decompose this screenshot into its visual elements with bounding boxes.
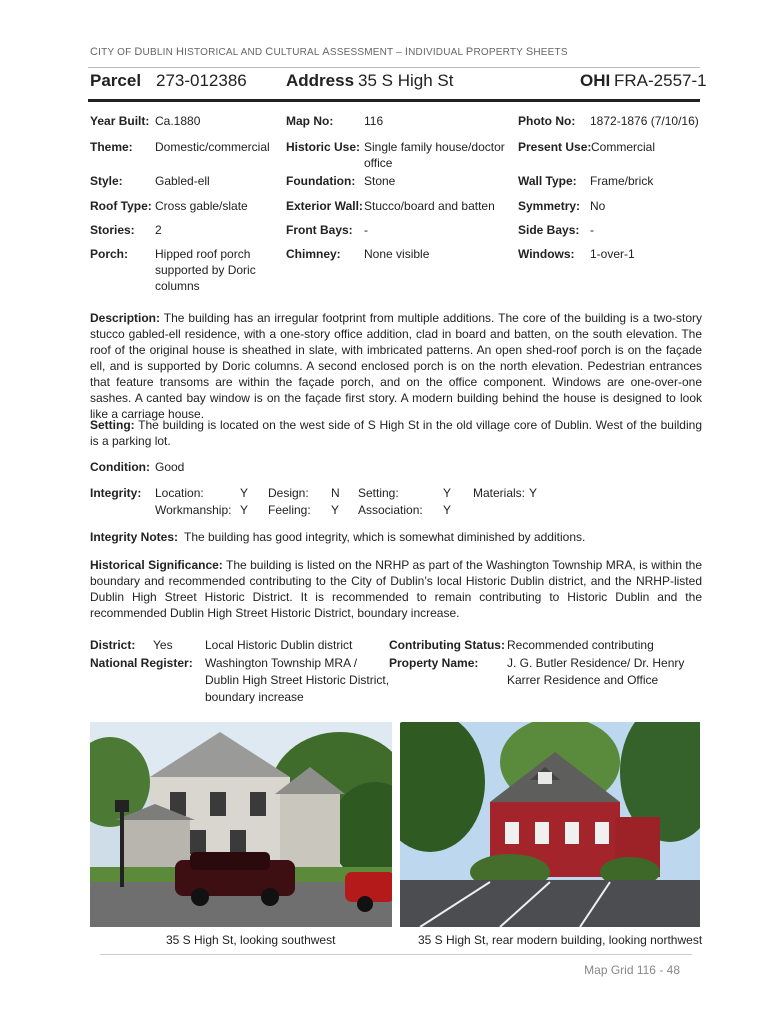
integrity-feeling-value: Y: [331, 503, 340, 517]
style-value: Gabled-ell: [155, 174, 210, 188]
description-label: Description:: [90, 311, 161, 325]
national-register-line3: boundary increase: [205, 690, 304, 704]
windows-label: Windows:: [518, 247, 575, 261]
integrity-location-value: Y: [240, 486, 249, 500]
porch-value-line3: columns: [155, 279, 200, 293]
porch-label: Porch:: [90, 247, 129, 261]
national-register-line1: Washington Township MRA /: [205, 656, 358, 670]
address-label: Address: [286, 71, 355, 90]
condition-value: Good: [155, 460, 185, 474]
integrity-materials-label: Materials:: [473, 486, 526, 500]
address-value: 35 S High St: [358, 71, 454, 90]
district-value: Yes: [153, 638, 173, 652]
historical-significance-text: The building is listed on the NRHP as part of the Washington Township MRA, is within the boundary and recommended contributing to the City of Dublin’s local Historic Dublin district, and the NRHP-listed Dublin High Street Historic District. It is recommended to remain contributing to Historic Dublin and the recommended Dublin High Street Historic District, boundary increase.: [90, 558, 703, 620]
wall-type-label: Wall Type:: [518, 174, 577, 188]
side-bays-label: Side Bays:: [518, 223, 580, 237]
historic-use-value-line1: Single family house/doctor: [364, 140, 505, 154]
parcel-label: Parcel: [90, 71, 142, 90]
district-label: District:: [90, 638, 136, 652]
historic-use-value-line2: office: [364, 156, 393, 170]
symmetry-label: Symmetry:: [518, 199, 581, 213]
photo-house-southwest-illustration: [90, 722, 392, 927]
contributing-status-label: Contributing Status:: [389, 638, 505, 652]
contributing-status-value: Recommended contributing: [507, 638, 654, 652]
theme-value: Domestic/commercial: [155, 140, 270, 154]
header-top-rule: [88, 67, 700, 68]
map-no-label: Map No:: [286, 114, 334, 128]
photo-house-southwest: [90, 722, 392, 927]
style-label: Style:: [90, 174, 123, 188]
chimney-label: Chimney:: [286, 247, 341, 261]
photo-carriage-house-northwest-illustration: [400, 722, 700, 927]
integrity-design-value: N: [331, 486, 340, 500]
roof-type-label: Roof Type:: [90, 199, 152, 213]
integrity-label: Integrity:: [90, 486, 142, 500]
national-register-label: National Register:: [90, 656, 193, 670]
foundation-label: Foundation:: [286, 174, 356, 188]
historical-significance-paragraph: [90, 557, 702, 621]
foundation-value: Stone: [364, 174, 396, 188]
district-description: Local Historic Dublin district: [205, 638, 353, 652]
porch-value-line2: supported by Doric: [155, 263, 256, 277]
setting-text: The building is located on the west side of S High St in the old village core of Dublin. West of the building is a parking lot.: [90, 418, 702, 448]
symmetry-value: No: [590, 199, 606, 213]
integrity-association-value: Y: [443, 503, 452, 517]
condition-label: Condition:: [90, 460, 150, 474]
ohi-value: FRA-2557-1: [614, 71, 707, 90]
roof-type-value: Cross gable/slate: [155, 199, 248, 213]
property-name-line1: J. G. Butler Residence/ Dr. Henry: [507, 656, 685, 670]
map-grid-footer: Map Grid 116 - 48: [584, 963, 680, 977]
integrity-notes-label: Integrity Notes:: [90, 530, 179, 544]
side-bays-value: -: [590, 223, 594, 237]
historic-use-label: Historic Use:: [286, 140, 361, 154]
setting-paragraph: [90, 417, 702, 449]
porch-value-line1: Hipped roof porch: [155, 247, 251, 261]
year-built-value: Ca.1880: [155, 114, 201, 128]
photo-no-value: 1872-1876 (7/10/16): [590, 114, 699, 128]
integrity-association-label: Association:: [358, 503, 423, 517]
photo-carriage-house-northwest: [400, 722, 700, 927]
integrity-workmanship-label: Workmanship:: [155, 503, 232, 517]
integrity-workmanship-value: Y: [240, 503, 249, 517]
theme-label: Theme:: [90, 140, 133, 154]
exterior-wall-label: Exterior Wall:: [286, 199, 363, 213]
photo-no-label: Photo No:: [518, 114, 576, 128]
national-register-line2: Dublin High Street Historic District,: [205, 673, 390, 687]
series-title: CITY OF DUBLIN HISTORICAL AND CULTURAL ASSESSMENT – INDIVIDUAL PROPERTY SHEETS: [90, 46, 568, 58]
year-built-label: Year Built:: [90, 114, 150, 128]
front-bays-label: Front Bays:: [286, 223, 353, 237]
present-use-label: Present Use:: [518, 140, 592, 154]
photo-left-caption: 35 S High St, looking southwest: [166, 933, 336, 947]
footer-rule: [100, 954, 692, 955]
integrity-feeling-label: Feeling:: [268, 503, 311, 517]
exterior-wall-value: Stucco/board and batten: [364, 199, 495, 213]
stories-label: Stories:: [90, 223, 135, 237]
integrity-setting-value: Y: [443, 486, 452, 500]
header-bottom-rule: [88, 99, 700, 102]
integrity-location-label: Location:: [155, 486, 204, 500]
ohi-label: OHI: [580, 71, 611, 90]
integrity-materials-value: Y: [529, 486, 538, 500]
parcel-number: 273-012386: [156, 71, 247, 90]
integrity-design-label: Design:: [268, 486, 309, 500]
wall-type-value: Frame/brick: [590, 174, 654, 188]
property-name-label: Property Name:: [389, 656, 479, 670]
property-name-line2: Karrer Residence and Office: [507, 673, 659, 687]
integrity-notes-text: The building has good integrity, which is somewhat diminished by additions.: [184, 530, 586, 544]
front-bays-value: -: [364, 223, 368, 237]
description-paragraph: [90, 310, 702, 422]
integrity-setting-label: Setting:: [358, 486, 399, 500]
historical-significance-label: Historical Significance:: [90, 558, 223, 572]
description-text: The building has an irregular footprint from multiple additions. The core of the building is a two-story stucco gabled-ell residence, with a one-story office addition, clad in board and batten, on the south elevation. The roof of the original house is sheathed in slate, with imbricated patterns. An open shed-roof porch is on the façade ell, and is supported by Doric columns. A second enclosed porch is on the north elevation. Pedestrian entrances that feature transoms are within the façade porch, and on the office component. Windows are one-over-one sashes. A canted bay window is on the façade first story. A modern building behind the house is designed to look like a carriage house.: [90, 311, 702, 421]
stories-value: 2: [155, 223, 162, 237]
chimney-value: None visible: [364, 247, 430, 261]
present-use-value: Commercial: [591, 140, 656, 154]
windows-value: 1-over-1: [590, 247, 635, 261]
setting-label: Setting:: [90, 418, 135, 432]
map-no-value: 116: [364, 114, 384, 128]
photo-right-caption: 35 S High St, rear modern building, looking northwest: [418, 933, 703, 947]
